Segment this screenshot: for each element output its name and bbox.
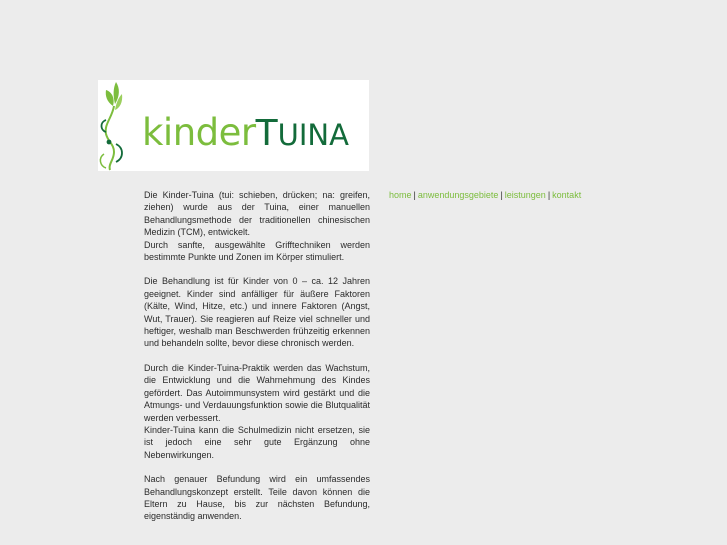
logo-text-tuina-rest: UINA [277,118,349,152]
paragraph-treatment [144,473,370,523]
logo-text-tuina-initial: T [255,113,278,154]
nav-link-leistungen[interactable]: leistungen [504,190,546,200]
paragraph-age [144,275,370,349]
nav-link-home[interactable]: home [389,190,412,200]
paragraph-line: Nach genauer Befundung wird ein umfassendes Behandlungskonzept erstellt. Teile davon können die Eltern zu Hause, bis zur nächsten Befundung, eigenständig anwenden. [144,474,370,522]
nav-separator: | [413,190,416,200]
paragraph-line: Durch sanfte, ausgewählte Grifftechniken werden bestimmte Punkte und Zonen im Körper stimuliert. [144,239,370,263]
logo-wordmark [142,111,349,154]
site-logo[interactable] [98,80,369,171]
paragraph-line: Kinder-Tuina kann die Schulmedizin nicht ersetzen, sie ist jedoch eine sehr gute Ergänzung ohne Nebenwirkungen. [144,424,370,460]
paragraph-benefits [144,362,370,461]
main-navigation [389,190,581,200]
main-content [144,189,370,535]
plant-sprout-icon [98,80,138,171]
nav-link-kontakt[interactable]: kontakt [552,190,582,200]
logo-text-kinder: kinder [142,111,256,154]
nav-separator: | [500,190,503,200]
nav-link-anwendungsgebiete[interactable]: anwendungsgebiete [417,190,499,200]
nav-separator: | [547,190,551,200]
paragraph-line: Durch die Kinder-Tuina-Praktik werden das Wachstum, die Entwicklung und die Wahrnehmung des Kindes gefördert. Das Autoimmunsystem wird gestärkt und die Atmungs- und Verdauungsfunktion sowie die Blutqualität werden verbessert. [144,362,370,423]
logo-text-tuina [256,113,349,154]
paragraph-intro [144,189,370,263]
paragraph-line: Die Kinder-Tuina (tui: schieben, drücken; na: greifen, ziehen) wurde aus der Tuina, einer manuellen Behandlungsmethode der traditionellen chinesischen Medizin (TCM), entwickelt. [144,190,370,238]
paragraph-line: Die Behandlung ist für Kinder von 0 – ca. 12 Jahren geeignet. Kinder sind anfälliger für äußere Faktoren (Kälte, Wind, Hitze, etc.) und innere Faktoren (Angst, Wut, Trauer). Sie reagieren auf Reize viel schneller und heftiger, weshalb man Beschwerden frühzeitig erkennen und behandeln sollte, bevor diese chronisch werden. [144,276,370,349]
